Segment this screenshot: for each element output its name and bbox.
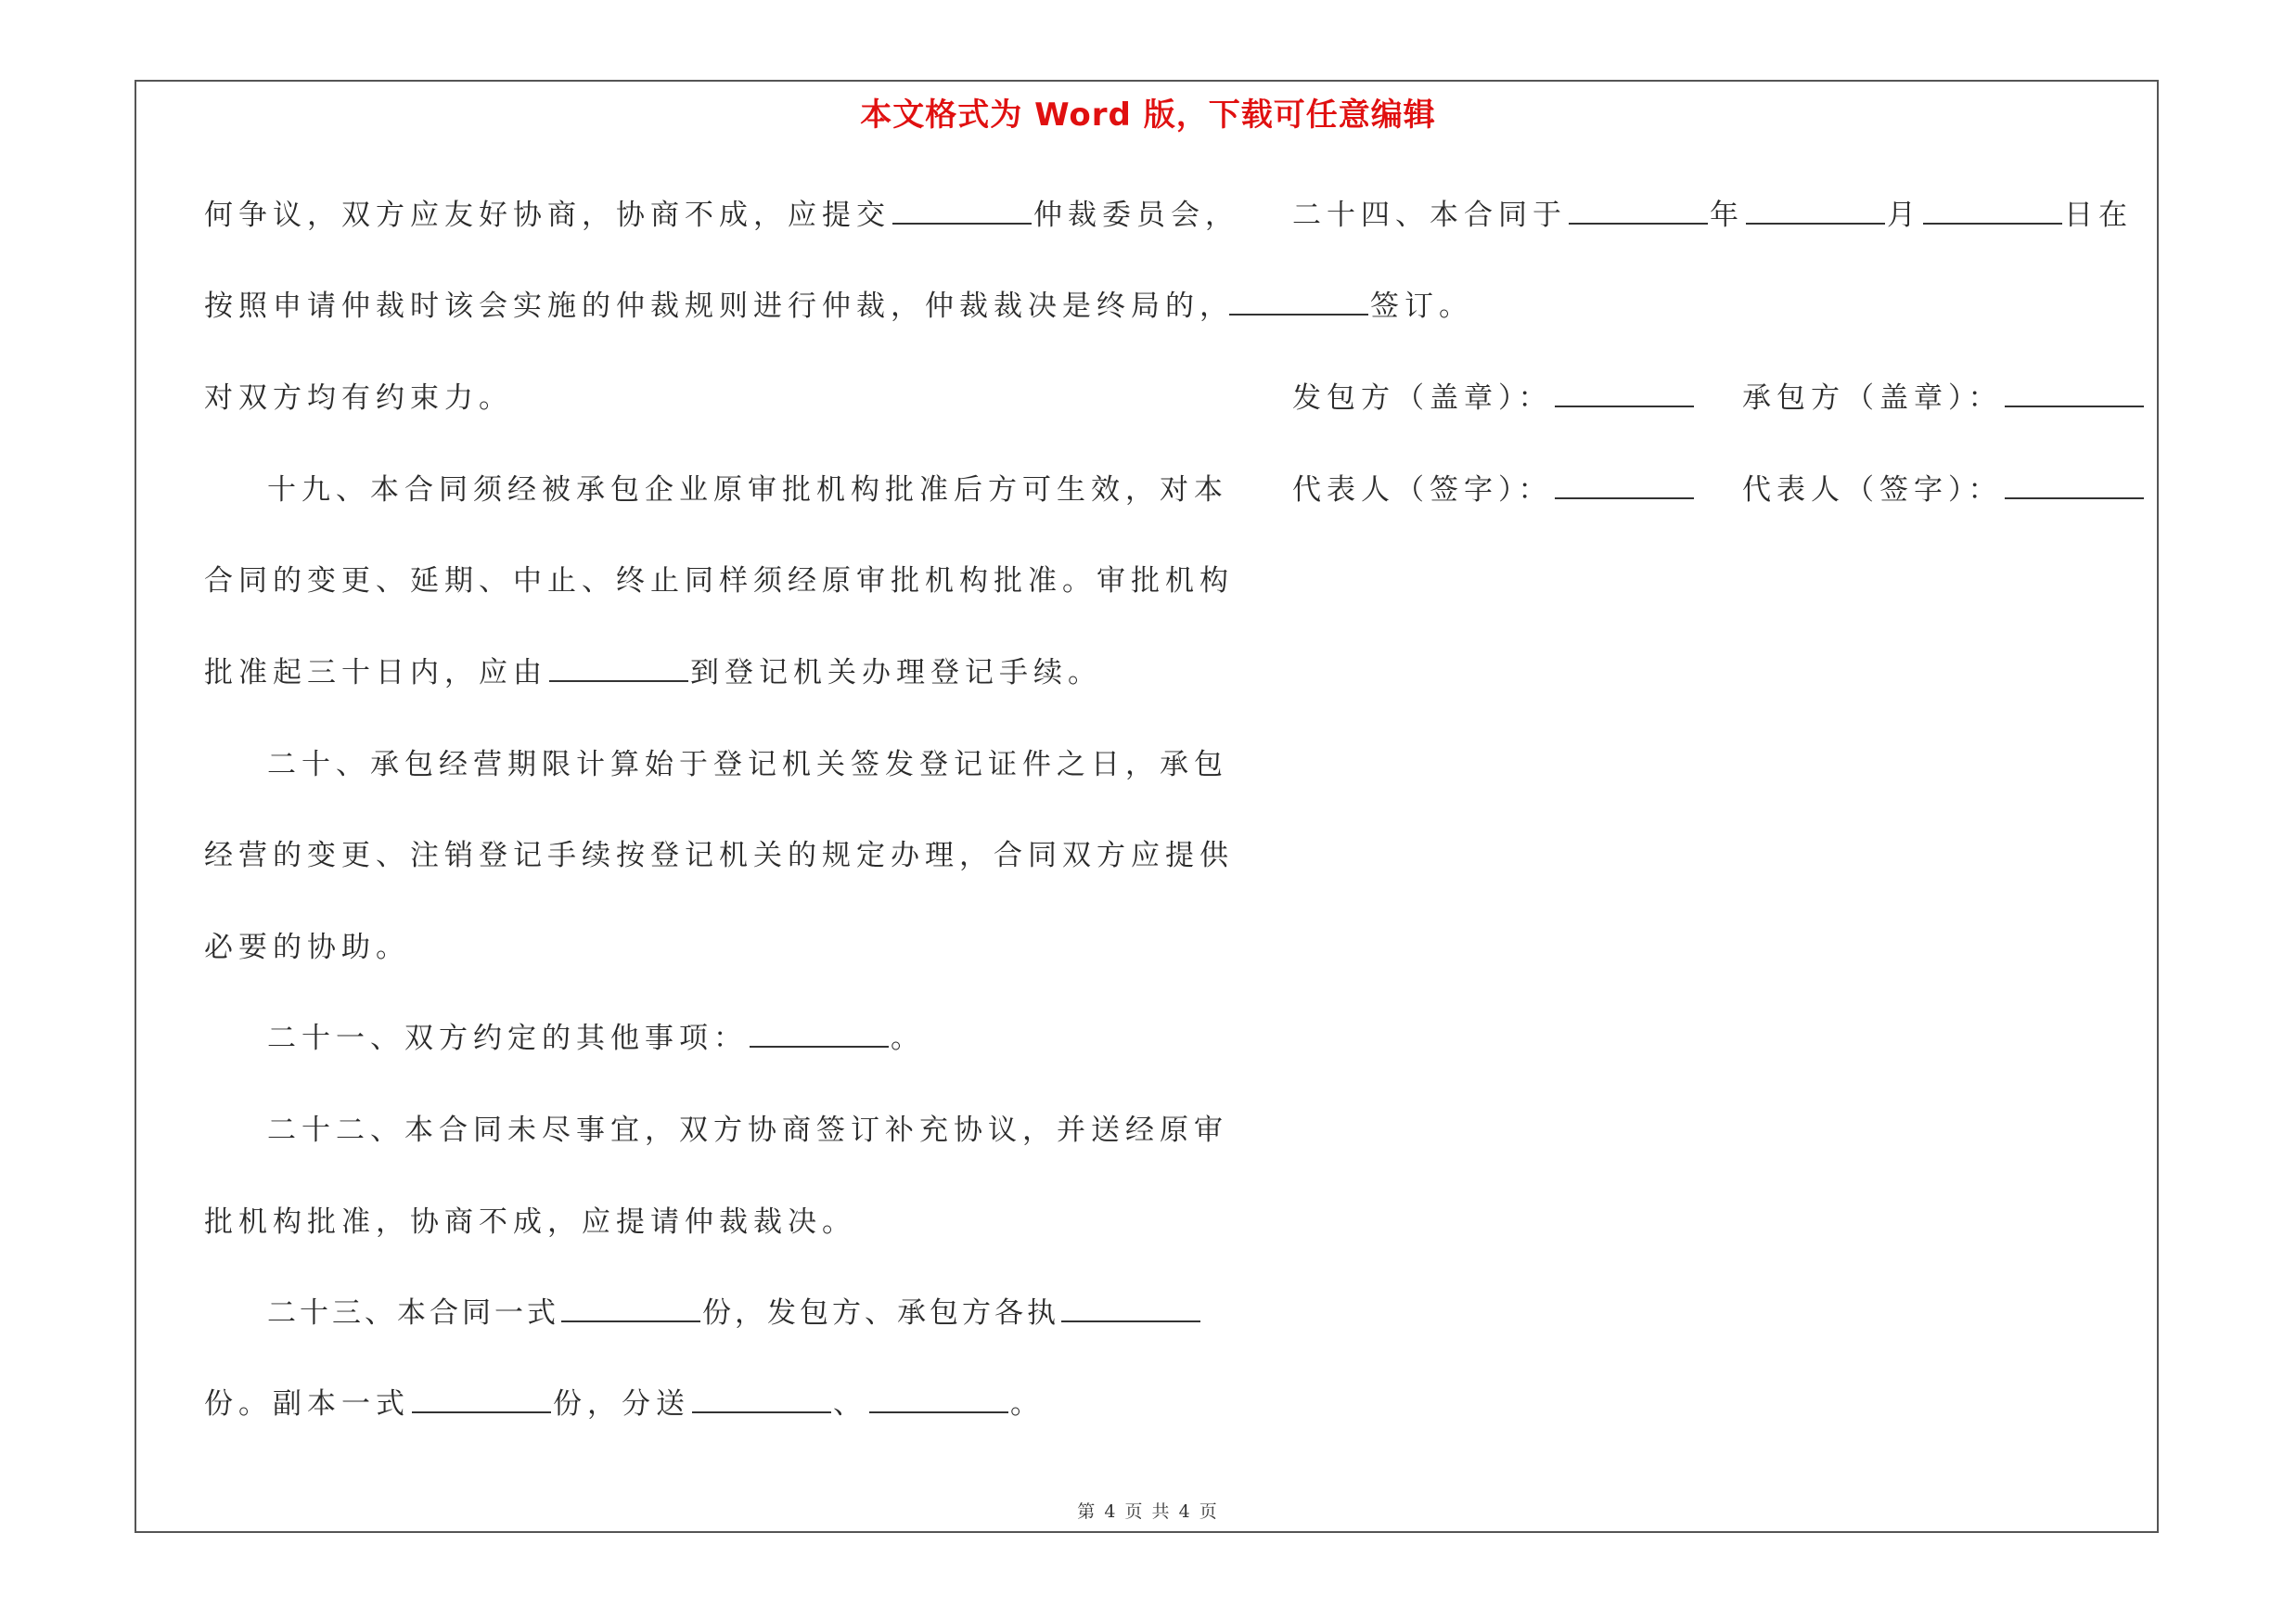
- fill-blank[interactable]: [692, 1384, 831, 1413]
- paragraph-line: 按照申请仲裁时该会实施的仲裁规则进行仲裁，仲裁裁决是终局的，: [204, 290, 1234, 323]
- rep-a-sign-blank[interactable]: [1555, 470, 1694, 499]
- party-a-seal-line: 发包方（盖章）：: [1292, 374, 1696, 416]
- clause-21-line: 二十一、双方约定的其他事项： 。: [267, 1014, 925, 1056]
- fill-blank[interactable]: [892, 195, 1032, 225]
- fill-blank[interactable]: [412, 1384, 551, 1413]
- party-b-seal-blank[interactable]: [2005, 378, 2144, 407]
- rep-b-sign-line: 代表人（签字）：: [1742, 466, 2146, 508]
- year-blank[interactable]: [1569, 195, 1708, 225]
- party-a-seal-blank[interactable]: [1555, 378, 1694, 407]
- rep-b-sign-blank[interactable]: [2005, 470, 2144, 499]
- clause-22-line: 二十二、本合同未尽事宜，双方协商签订补充协议，并送经原审: [267, 1114, 1228, 1147]
- fill-blank[interactable]: [750, 1018, 889, 1048]
- rep-a-sign-line: 代表人（签字）：: [1292, 466, 1696, 508]
- clause-19-line: 十九、本合同须经被承包企业原审批机构批准后方可生效，对本: [267, 473, 1228, 507]
- signing-place-line: 签订。: [1227, 282, 1473, 324]
- month-blank[interactable]: [1746, 195, 1885, 225]
- format-banner: 本文格式为 Word 版，下载可任意编辑: [860, 97, 1436, 134]
- fill-blank[interactable]: [1061, 1293, 1200, 1322]
- paragraph-line: 经营的变更、注销登记手续按登记机关的规定办理，合同双方应提供: [204, 839, 1234, 872]
- paragraph-line: 必要的协助。: [204, 931, 410, 964]
- place-blank[interactable]: [1229, 286, 1368, 316]
- clause-24-line: 二十四、本合同于 年 月 日在: [1292, 191, 2133, 233]
- paragraph-line: 何争议，双方应友好协商，协商不成，应提交 仲裁委员会，: [204, 191, 1239, 233]
- fill-blank[interactable]: [561, 1293, 700, 1322]
- paragraph-line: 合同的变更、延期、中止、终止同样须经原审批机构批准。审批机构: [204, 564, 1234, 598]
- day-blank[interactable]: [1923, 195, 2062, 225]
- page-number: 第 4 页 共 4 页: [1077, 1501, 1219, 1522]
- paragraph-line: 份。副本一式 份，分送 、 。: [204, 1380, 1045, 1422]
- paragraph-line: 对双方均有约束力。: [204, 381, 513, 415]
- clause-20-line: 二十、承包经营期限计算始于登记机关签发登记证件之日，承包: [267, 748, 1228, 781]
- paragraph-line: 批准起三十日内，应由 到登记机关办理登记手续。: [204, 649, 1102, 690]
- fill-blank[interactable]: [549, 652, 688, 682]
- fill-blank[interactable]: [869, 1384, 1008, 1413]
- clause-23-line: 二十三、本合同一式 份，发包方、承包方各执: [267, 1289, 1202, 1331]
- party-b-seal-line: 承包方（盖章）：: [1742, 374, 2146, 416]
- paragraph-line: 批机构批准，协商不成，应提请仲裁裁决。: [204, 1205, 856, 1239]
